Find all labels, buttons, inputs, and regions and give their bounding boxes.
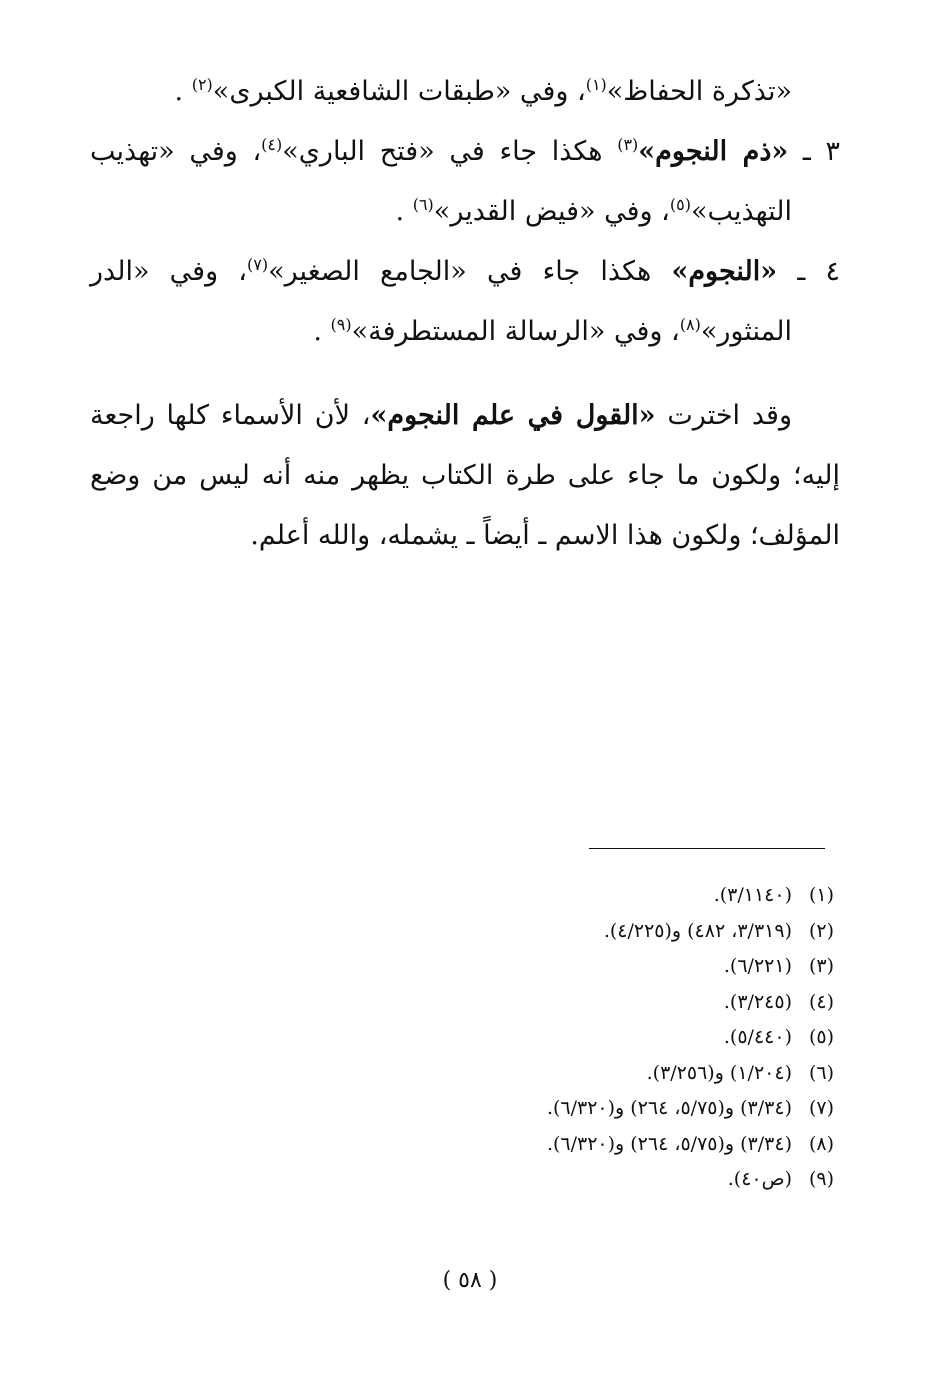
book-title-bold: «النجوم» <box>671 256 778 287</box>
footnote-text: (ص٤٠). <box>727 1168 792 1190</box>
footnote-ref: (٨) <box>679 315 701 334</box>
text-segment: ، وفي «طبقات الشافعية الكبرى» <box>212 76 586 107</box>
text-segment: إليه؛ ولكون ما جاء على طرة الكتاب يظهر منه أنه ليس من وضع <box>90 460 840 491</box>
footnote-text: (٥/٤٤٠). <box>723 1026 792 1048</box>
footnote-number: (٨) <box>808 1132 834 1155</box>
list-item-4-line-1 <box>90 242 840 302</box>
footnote-text: (٦/٢٢١). <box>723 955 792 977</box>
paragraph-line-1 <box>90 386 840 446</box>
footnote-text: (٣/٣٤) و(٥/٧٥، ٢٦٤) و(٦/٣٢٠). <box>546 1132 792 1155</box>
footnote-text: (٣/٣٤) و(٥/٧٥، ٢٦٤) و(٦/٣٢٠). <box>546 1097 792 1119</box>
text-segment: ، وفي «تهذيب <box>90 136 262 167</box>
footnote-text: (٣/٣١٩، ٤٨٢) و(٤/٢٢٥). <box>603 919 792 942</box>
text-segment: ، وفي «الدر <box>90 256 248 287</box>
text-segment: وقد اخترت <box>655 400 792 431</box>
text-segment: المنثور» <box>700 316 792 347</box>
footnote-ref: (٤) <box>261 135 283 154</box>
footnote-ref: (١) <box>585 75 607 94</box>
paragraph-line-2 <box>90 446 840 506</box>
footnote-item <box>234 878 834 914</box>
footnote-item <box>234 949 834 985</box>
book-title-bold: «القول في علم النجوم» <box>370 400 656 431</box>
footnote-number: (٤) <box>808 990 834 1013</box>
page-number: ( ٥٨ ) <box>442 1268 498 1293</box>
footnote-ref: (٥) <box>669 195 691 214</box>
footnote-number: (٥) <box>808 1026 834 1048</box>
footnotes <box>234 878 834 1198</box>
footnote-item <box>234 1020 834 1056</box>
footnote-divider <box>589 848 825 849</box>
footnote-number: (٦) <box>808 1061 834 1084</box>
footnote-item <box>234 1127 834 1163</box>
footnote-item <box>234 1162 834 1198</box>
main-text <box>90 62 840 566</box>
text-line-1 <box>90 62 840 122</box>
footnote-number: (١) <box>808 884 834 906</box>
list-item-3-line-2 <box>90 182 840 242</box>
text-segment: . <box>174 76 184 107</box>
footnote-number: (٢) <box>808 919 834 942</box>
book-title-bold: «ذم النجوم» <box>638 136 789 167</box>
list-item-4-line-2 <box>90 302 840 362</box>
footnote-ref: (٧) <box>247 255 269 274</box>
footnote-number: (٩) <box>808 1168 834 1190</box>
text-segment: ، وفي «الرسالة المستطرفة» <box>351 316 680 347</box>
text-segment: «تذكرة الحفاظ» <box>606 76 792 107</box>
footnote-item <box>234 1056 834 1092</box>
list-number: ٣ ـ <box>802 136 840 167</box>
footnote-text: (١/٢٠٤) و(٣/٢٥٦). <box>646 1061 792 1084</box>
footnote-number: (٣) <box>808 955 834 977</box>
footnote-number: (٧) <box>808 1097 834 1119</box>
paragraph-line-3 <box>90 506 840 566</box>
footnote-item <box>234 914 834 950</box>
text-segment: . <box>395 196 405 227</box>
text-segment: . <box>313 316 322 347</box>
text-segment: ، وفي «فيض القدير» <box>433 196 670 227</box>
text-segment: التهذيب» <box>690 196 792 227</box>
list-number: ٤ ـ <box>797 256 840 287</box>
footnote-ref: (٩) <box>330 315 352 334</box>
footnote-item <box>234 1091 834 1127</box>
list-item-3-line-1 <box>90 122 840 182</box>
footnote-ref: (٦) <box>412 195 434 214</box>
footnote-ref: (٢) <box>191 75 213 94</box>
text-segment: ، لأن الأسماء كلها راجعة <box>90 400 371 431</box>
text-segment: هكذا جاء في «الجامع الصغير» <box>268 256 672 287</box>
text-segment: هكذا جاء في «فتح الباري» <box>282 136 618 167</box>
footnote-text: (٣/١١٤٠). <box>713 884 792 906</box>
footnote-item <box>234 985 834 1021</box>
text-segment: المؤلف؛ ولكون هذا الاسم ـ أيضاً ـ يشمله، والله أعلم. <box>250 520 840 551</box>
footnote-text: (٣/٢٤٥). <box>723 990 792 1013</box>
footnote-ref: (٣) <box>617 135 639 154</box>
